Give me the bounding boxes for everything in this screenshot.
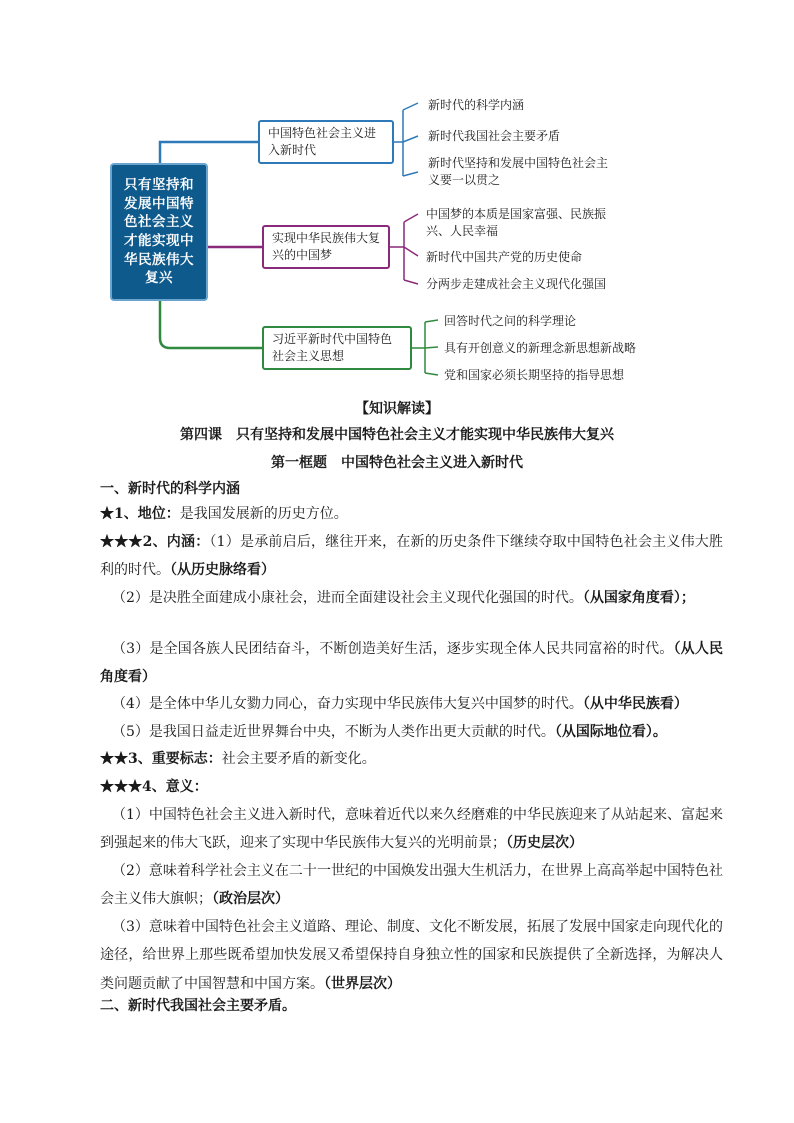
paragraph-text: （2）意味着科学社会主义在二十一世纪的中国焕发出强大生机活力，在世界上高高举起中国特色社会主义伟大旗帜； <box>100 863 723 908</box>
star-label: ★★★2、内涵： <box>100 534 210 550</box>
connector-root-branch-3 <box>160 301 262 348</box>
paragraph-note: （从国家角度看）； <box>582 590 695 606</box>
heading-1: 一、新时代的科学内涵 <box>100 481 240 497</box>
paragraph-text: （1）中国特色社会主义进入新时代，意味着近代以来久经磨难的中华民族迎来了从站起来、富起来到强起来的伟大飞跃，迎来了实现中华民族伟大复兴的光明前景； <box>100 807 723 852</box>
paragraph-key-sign <box>100 745 723 773</box>
paragraph-connotation <box>100 528 723 585</box>
paragraph-note: （从人民角度看） <box>100 641 724 686</box>
paragraph-significance-2 <box>100 857 723 914</box>
bracket-branch-3 <box>412 320 438 375</box>
paragraph-note: （从中华民族看） <box>582 696 688 712</box>
lesson-title: 第四课 只有坚持和发展中国特色社会主义才能实现中华民族伟大复兴 <box>180 427 614 443</box>
leaf-item: 新时代坚持和发展中国特色社会主义要一以贯之 <box>428 156 609 187</box>
leaf-item: 分两步走建成社会主义现代化强国 <box>426 277 607 291</box>
mind-map-root <box>110 163 208 301</box>
subsection-title: 第一框题 中国特色社会主义进入新时代 <box>271 455 523 471</box>
paragraph-text: （4）是全体中华儿女勠力同心，奋力实现中华民族伟大复兴中国梦的时代。 <box>112 696 583 712</box>
paragraph-note: （世界层次） <box>324 975 401 992</box>
paragraph-text: （1）是承前启后，继往开来，在新的历史条件下继续夺取中国特色社会主义伟大胜利的时代。 <box>100 534 724 579</box>
branch-label: 习近平新时代中国特色社会主义思想 <box>272 332 393 363</box>
leaf-item: 中国梦的本质是国家富强、民族振兴、人民幸福 <box>426 207 607 238</box>
bracket-branch-1 <box>394 103 418 176</box>
branch-label: 实现中华民族伟大复兴的中国梦 <box>272 231 381 262</box>
leaf-item: 回答时代之问的科学理论 <box>444 314 577 328</box>
paragraph-note: （从历史脉络看） <box>170 562 275 579</box>
bracket-branch-2 <box>390 214 418 284</box>
leaf-item: 党和国家必须长期坚持的指导思想 <box>444 368 625 382</box>
star-label: ★★3、重要标志： <box>100 751 222 767</box>
paragraph-significance-1 <box>100 801 723 858</box>
branch-chinese-dream <box>262 225 390 269</box>
paragraph-item-4 <box>100 690 723 718</box>
paragraph-text: 社会主要矛盾的新变化。 <box>221 751 376 767</box>
paragraph-note: （从国际地位看）。 <box>554 724 667 740</box>
paragraph-text: （2）是决胜全面建成小康社会，进而全面建设社会主义现代化强国的时代。 <box>112 590 583 606</box>
branch-new-era <box>258 120 394 164</box>
paragraph-text: （3）意味着中国特色社会主义道路、理论、制度、文化不断发展，拓展了发展中国家走向现代化的途径，给世界上那些既希望加快发展又希望保持自身独立性的国家和民族提供了全新选择，为解决人类问题贡献了中国智慧和中国方案。 <box>100 919 723 992</box>
paragraph-significance-3 <box>100 913 723 998</box>
heading-2: 二、新时代我国社会主要矛盾。 <box>100 998 296 1014</box>
paragraph-text: （3）是全国各族人民团结奋斗，不断创造美好生活，逐步实现全体人民共同富裕的时代。 <box>112 641 674 657</box>
paragraph-position <box>100 500 723 528</box>
leaf-item: 新时代的科学内涵 <box>428 98 525 112</box>
paragraph-note: （历史层次） <box>506 835 583 852</box>
star-label: ★1、地位： <box>100 506 180 522</box>
paragraph-item-2 <box>100 584 723 612</box>
leaf-item: 新时代中国共产党的历史使命 <box>426 250 583 264</box>
paragraph-text: （5）是我国日益走近世界舞台中央，不断为人类作出更大贡献的时代。 <box>112 724 555 740</box>
section-label: 【知识解读】 <box>355 401 439 417</box>
paragraph-text: 是我国发展新的历史方位。 <box>179 506 348 522</box>
mind-map <box>0 0 794 392</box>
connector-root-branch-1 <box>160 142 258 163</box>
branch-xi-thought <box>262 326 412 370</box>
paragraph-note: （政治层次） <box>212 891 289 908</box>
root-label: 只有坚持和发展中国特色社会主义才能实现中华民族伟大复兴 <box>124 177 194 287</box>
branch-label: 中国特色社会主义进入新时代 <box>268 126 377 157</box>
paragraph-significance <box>100 773 723 801</box>
paragraph-item-5 <box>100 718 723 746</box>
leaf-item: 具有开创意义的新理念新思想新战略 <box>444 341 637 355</box>
paragraph-item-3 <box>100 635 723 692</box>
star-label: ★★★4、意义： <box>100 779 208 795</box>
leaf-item: 新时代我国社会主要矛盾 <box>428 129 561 143</box>
